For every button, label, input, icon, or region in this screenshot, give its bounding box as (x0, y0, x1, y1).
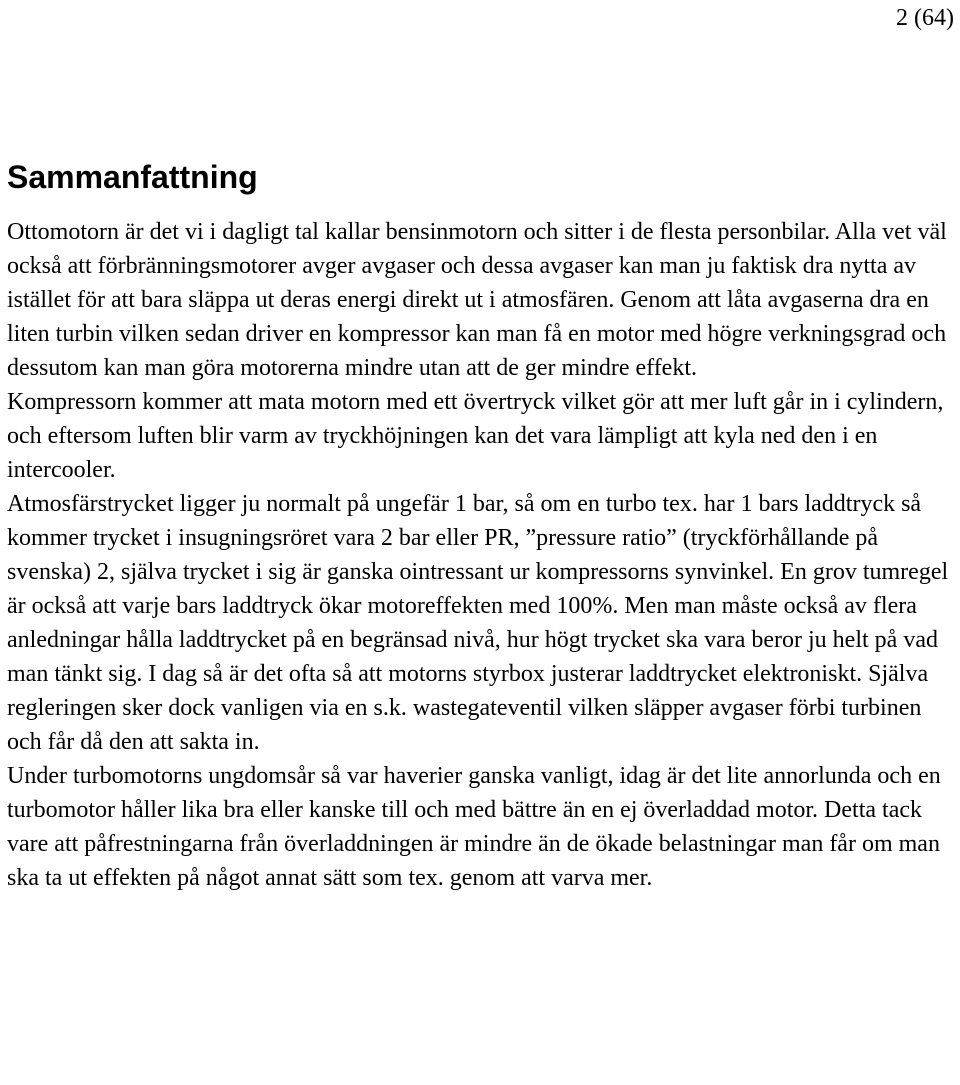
paragraph-compressor: Kompressorn kommer att mata motorn med ett övertryck vilket gör att mer luft går in i cylindern, och eftersom luften blir varm av tryckhöjningen kan det vara lämpligt att kyla ned den i en intercooler. (7, 389, 944, 483)
page-number: 2 (64) (896, 5, 954, 31)
paragraph-intro: Ottomotorn är det vi i dagligt tal kallar bensinmotorn och sitter i de flesta personbilar. Alla vet väl också att förbränningsmotorer avger avgaser och dessa avgaser kan man ju faktisk dra nytta av istället för att bara släppa ut deras energi direkt ut i atmosfären. Genom att låta avgaserna dra en liten turbin vilken sedan driver en kompressor kan man få en motor med högre verkningsgrad och dessutom kan man göra motorerna mindre utan att de ger mindre effekt. (7, 219, 947, 381)
paragraph-reliability: Under turbomotorns ungdomsår så var haverier ganska vanligt, idag är det lite annorlunda och en turbomotor håller lika bra eller kanske till och med bättre än en ej överladdad motor. Detta tack vare att påfrestningarna från överladdningen är mindre än de ökade belastningar man får om man ska ta ut effekten på något annat sätt som tex. genom att varva mer. (7, 763, 941, 891)
paragraph-boost-pressure: Atmosfärstrycket ligger ju normalt på ungefär 1 bar, så om en turbo tex. har 1 bars laddtryck så kommer trycket i insugningsröret vara 2 bar eller PR, ”pressure ratio” (tryckförhållande på svenska) 2, själva trycket i sig är ganska ointressant ur kompressorns synvinkel. En grov tumregel är också att varje bars laddtryck ökar motoreffekten med 100%. Men man måste också av flera anledningar hålla laddtrycket på en begränsad nivå, hur högt trycket ska vara beror ju helt på vad man tänkt sig. I dag så är det ofta så att motorns styrbox justerar laddtrycket elektroniskt. Själva regleringen sker dock vanligen via en s.k. wastegateventil vilken släpper avgaser förbi turbinen och får då den att sakta in. (7, 491, 949, 755)
document-body (7, 154, 959, 895)
summary-text (7, 215, 959, 895)
section-heading: Sammanfattning (7, 159, 258, 195)
